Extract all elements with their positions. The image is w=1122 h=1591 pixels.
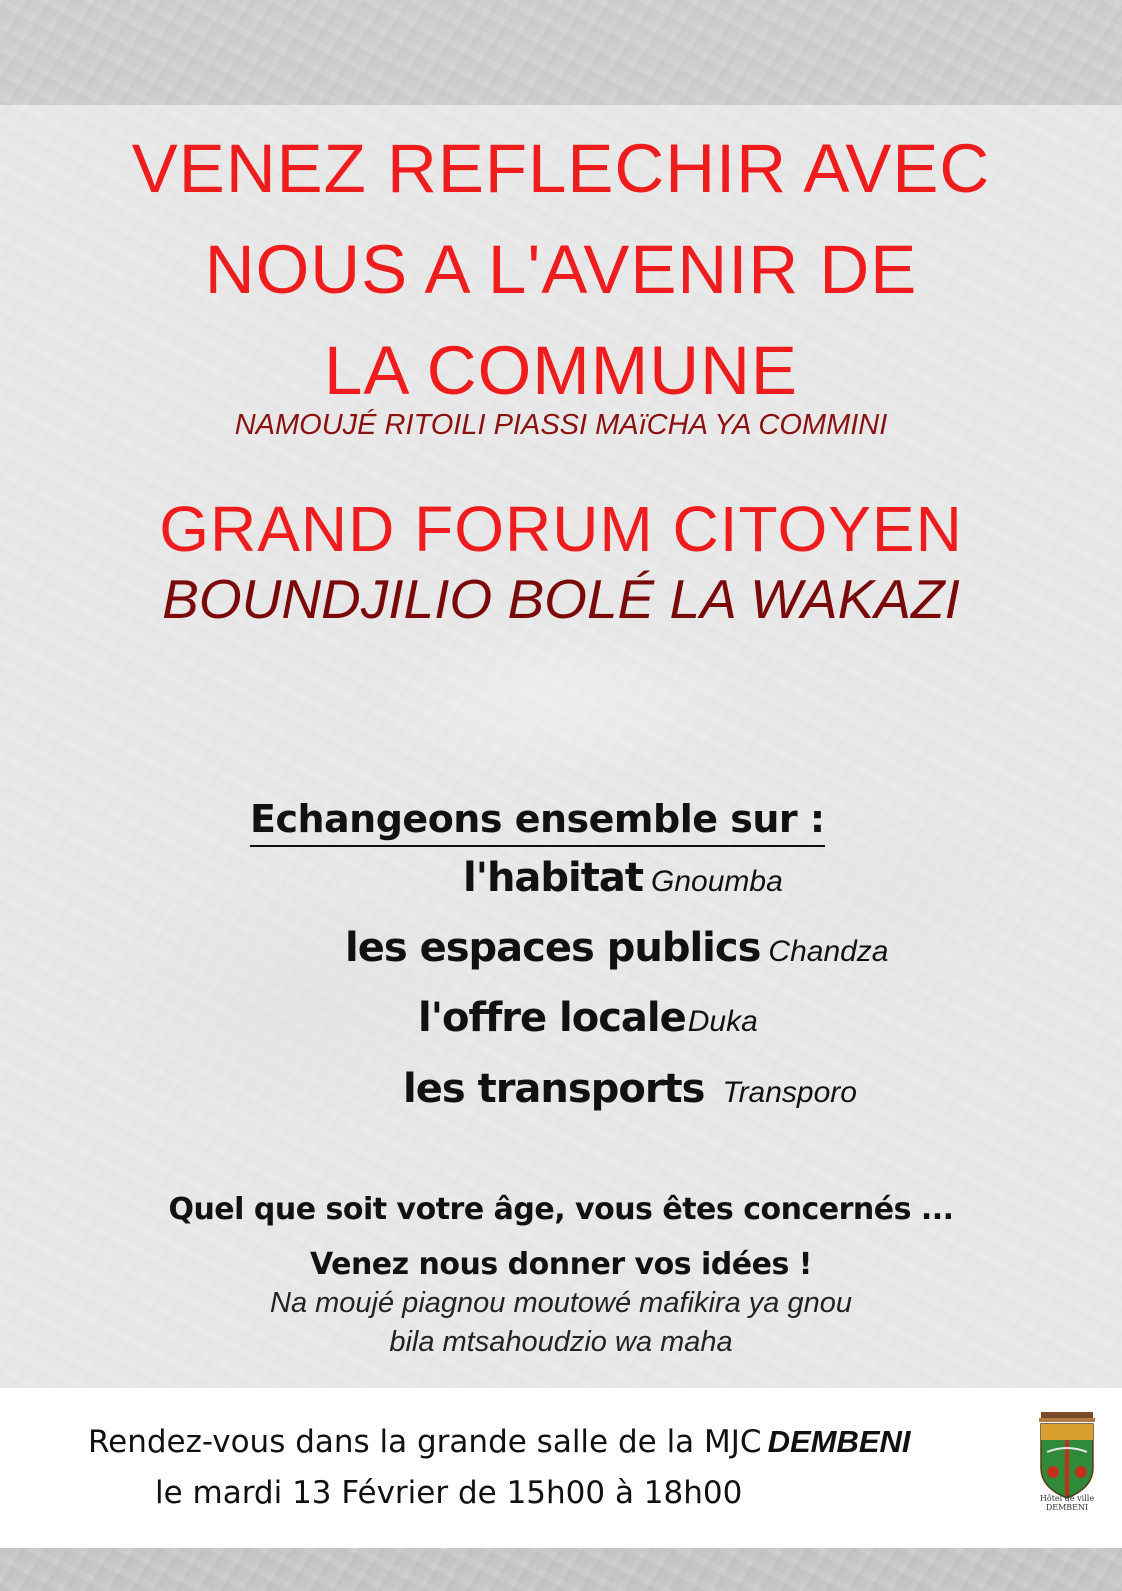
footer-band <box>0 1388 1122 1548</box>
crest-caption-line-2: DEMBENI <box>1045 1503 1089 1512</box>
poster-title <box>0 118 1122 421</box>
topic-label: l'offre locale <box>418 995 686 1041</box>
invitation-translation <box>0 1284 1122 1362</box>
title-line-1: VENEZ REFLECHIR AVEC <box>131 130 991 207</box>
ideas-line: Venez nous donner vos idées ! <box>310 1247 812 1282</box>
topic-item <box>418 995 758 1041</box>
top-photo-strip <box>0 0 1122 105</box>
topic-item <box>403 1066 857 1112</box>
topic-label: les transports <box>403 1066 705 1112</box>
topic-translation: Duka <box>687 1005 758 1038</box>
forum-title-translation: BOUNDJILIO BOLÉ LA WAKAZI <box>162 568 960 630</box>
date-time-line: le mardi 13 Février de 15h00 à 18h00 <box>155 1475 743 1511</box>
topic-translation: Gnoumba <box>651 865 783 898</box>
rendezvous-place: DEMBENI <box>767 1424 911 1459</box>
invitation-translation-line-1: Na moujé piagnou moutowé mafikira ya gnou <box>270 1287 852 1319</box>
rendezvous-text: Rendez-vous dans la grande salle de la MJC <box>88 1424 762 1460</box>
topic-label: l'habitat <box>463 855 644 901</box>
age-line: Quel que soit votre âge, vous êtes concernés ... <box>168 1192 954 1227</box>
title-line-2: NOUS A L'AVENIR DE <box>204 231 918 308</box>
crest-caption-line-1: Hôtel de ville <box>1039 1494 1095 1503</box>
forum-title: GRAND FORUM CITOYEN <box>159 493 963 565</box>
invitation-translation-line-2: bila mtsahoudzio wa maha <box>389 1326 733 1358</box>
topic-label: les espaces publics <box>345 925 761 971</box>
title-line-3: LA COMMUNE <box>324 332 798 409</box>
topic-item <box>463 855 783 901</box>
title-translation: NAMOUJÉ RITOILI PIASSI MAïCHA YA COMMINI <box>234 409 888 441</box>
crest-caption <box>1028 1494 1106 1512</box>
bottom-photo-strip <box>0 1548 1122 1591</box>
rendezvous-line <box>88 1424 911 1460</box>
topics-heading: Echangeons ensemble sur : <box>250 795 825 847</box>
topic-item <box>345 925 889 971</box>
topic-translation: Chandza <box>768 935 889 968</box>
topic-translation: Transporo <box>722 1076 857 1109</box>
